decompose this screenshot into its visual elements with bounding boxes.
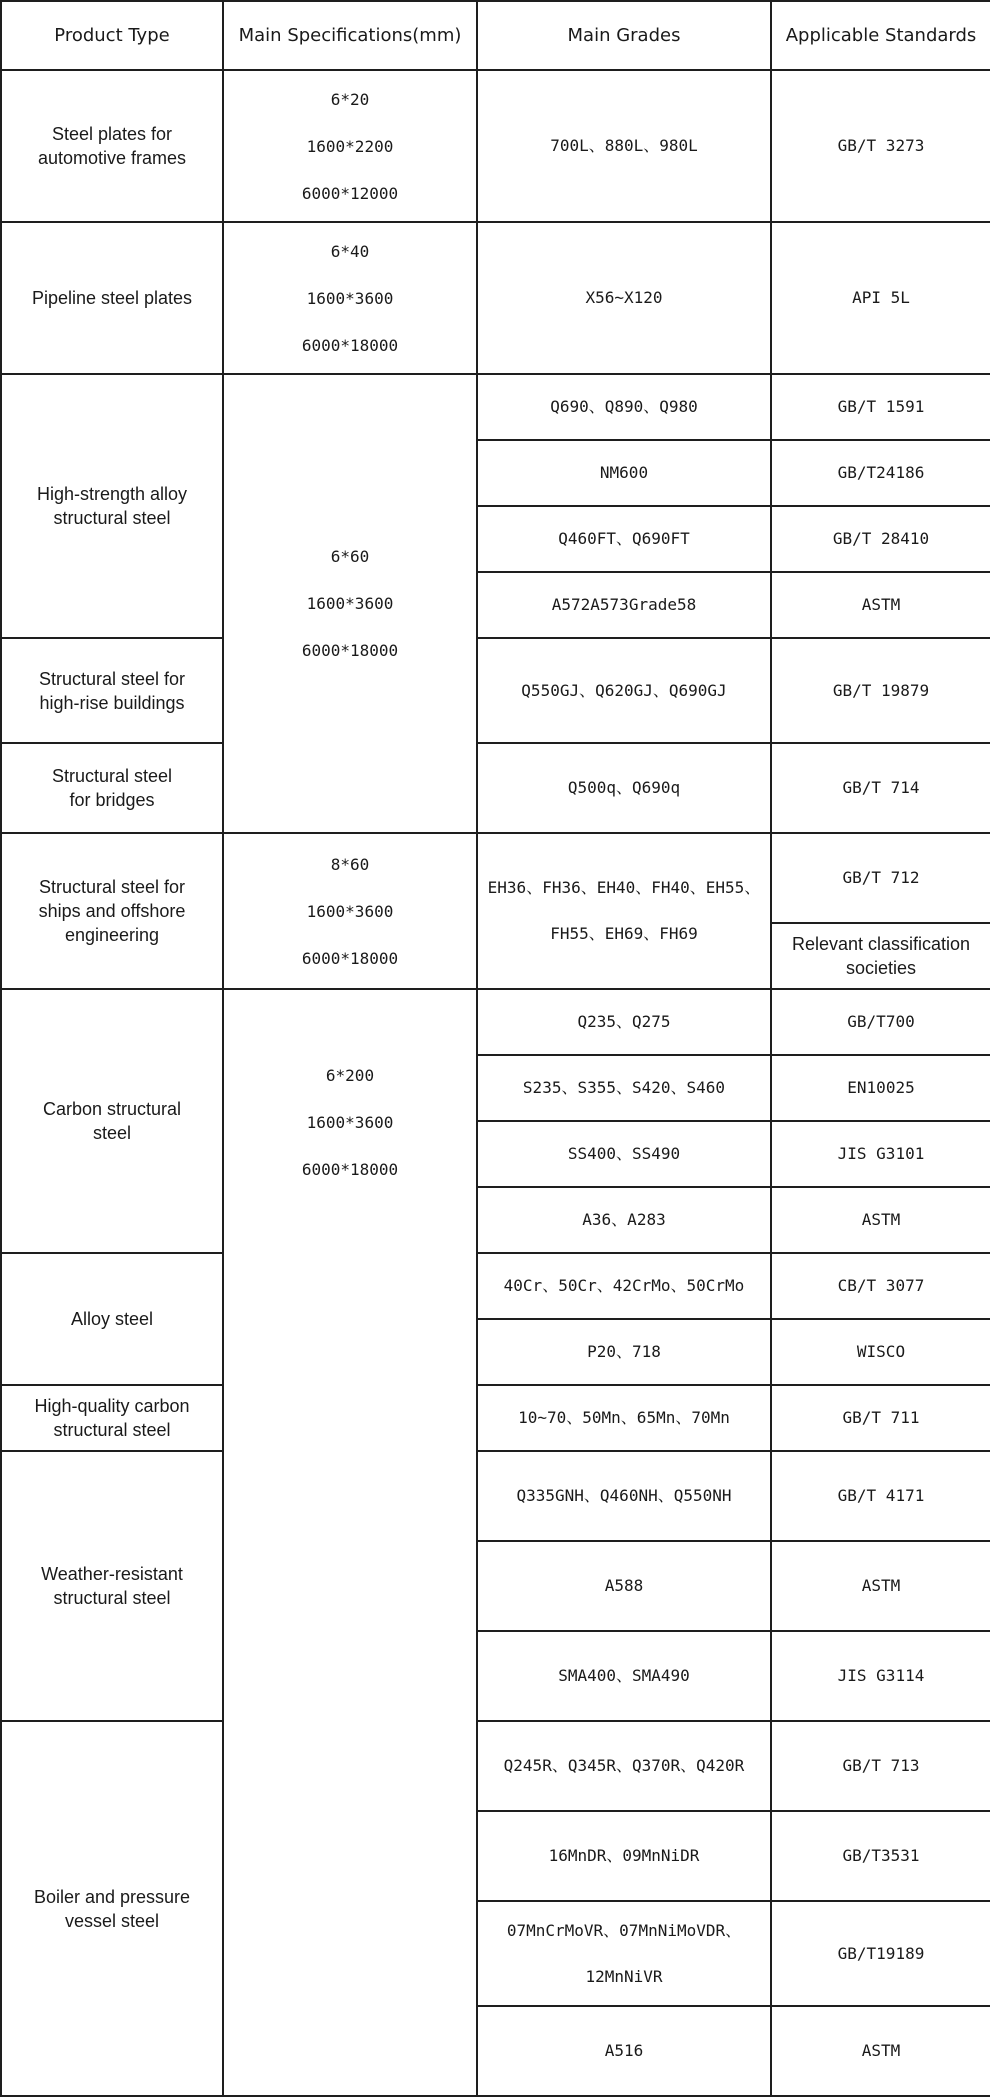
grades-cell: S235、S355、S420、S460 [477, 1055, 771, 1121]
standard-cell: ASTM [771, 572, 990, 638]
standard-cell: Relevant classification societies [771, 923, 990, 989]
spec-cell: 6*60 1600*3600 6000*18000 [223, 374, 477, 833]
standard-cell: GB/T700 [771, 989, 990, 1055]
standard-cell: CB/T 3077 [771, 1253, 990, 1319]
product-type-cell: Structural steel for high-rise buildings [1, 638, 223, 743]
table-row [1, 1253, 990, 1319]
table-row [1, 374, 990, 440]
header-row [1, 1, 990, 70]
standard-cell: GB/T 28410 [771, 506, 990, 572]
standard-cell: GB/T 4171 [771, 1451, 990, 1541]
table-row [1, 1721, 990, 1811]
grades-cell: Q500q、Q690q [477, 743, 771, 833]
grades-cell: Q690、Q890、Q980 [477, 374, 771, 440]
grades-cell: X56~X120 [477, 222, 771, 374]
product-type-cell: Pipeline steel plates [1, 222, 223, 374]
product-type-cell: Steel plates for automotive frames [1, 70, 223, 222]
standard-cell: GB/T 1591 [771, 374, 990, 440]
spec-cell: 6*20 1600*2200 6000*12000 [223, 70, 477, 222]
grades-cell: Q335GNH、Q460NH、Q550NH [477, 1451, 771, 1541]
spec-cell: 8*60 1600*3600 6000*18000 [223, 833, 477, 989]
standard-cell: GB/T3531 [771, 1811, 990, 1901]
grades-cell: 07MnCrMoVR、07MnNiMoVDR、 12MnNiVR [477, 1901, 771, 2006]
standard-cell: GB/T19189 [771, 1901, 990, 2006]
standard-cell: WISCO [771, 1319, 990, 1385]
standard-cell: EN10025 [771, 1055, 990, 1121]
standard-cell: GB/T 712 [771, 833, 990, 923]
standard-cell: JIS G3114 [771, 1631, 990, 1721]
standard-cell: GB/T24186 [771, 440, 990, 506]
grades-cell: 700L、880L、980L [477, 70, 771, 222]
grades-cell: A588 [477, 1541, 771, 1631]
grades-cell: 10~70、50Mn、65Mn、70Mn [477, 1385, 771, 1451]
product-type-cell: Carbon structural steel [1, 989, 223, 1253]
table-row [1, 222, 990, 374]
table-row [1, 1451, 990, 1541]
standard-cell: ASTM [771, 1187, 990, 1253]
standard-cell: API 5L [771, 222, 990, 374]
table-row [1, 1385, 990, 1451]
header-applicable-standards: Applicable Standards [771, 1, 990, 70]
header-main-specifications: Main Specifications(mm) [223, 1, 477, 70]
header-product-type: Product Type [1, 1, 223, 70]
grades-cell: P20、718 [477, 1319, 771, 1385]
product-type-cell: Weather-resistant structural steel [1, 1451, 223, 1721]
product-type-cell: Structural steel for bridges [1, 743, 223, 833]
table-row [1, 743, 990, 833]
product-type-cell: High-quality carbon structural steel [1, 1385, 223, 1451]
table-row [1, 638, 990, 743]
product-type-cell: Boiler and pressure vessel steel [1, 1721, 223, 2096]
table-row [1, 989, 990, 1055]
grades-cell: 40Cr、50Cr、42CrMo、50CrMo [477, 1253, 771, 1319]
standard-cell: GB/T 19879 [771, 638, 990, 743]
standard-cell: ASTM [771, 2006, 990, 2096]
table-row [1, 833, 990, 923]
grades-cell: NM600 [477, 440, 771, 506]
grades-cell: SMA400、SMA490 [477, 1631, 771, 1721]
grades-cell: Q235、Q275 [477, 989, 771, 1055]
spec-cell: 6*40 1600*3600 6000*18000 [223, 222, 477, 374]
grades-cell: Q550GJ、Q620GJ、Q690GJ [477, 638, 771, 743]
standard-cell: ASTM [771, 1541, 990, 1631]
standard-cell: GB/T 714 [771, 743, 990, 833]
product-type-cell: Alloy steel [1, 1253, 223, 1385]
header-main-grades: Main Grades [477, 1, 771, 70]
standard-cell: GB/T 711 [771, 1385, 990, 1451]
spec-cell: 6*200 1600*3600 6000*18000 [223, 989, 477, 2096]
grades-cell: Q460FT、Q690FT [477, 506, 771, 572]
product-type-cell: Structural steel for ships and offshore engineering [1, 833, 223, 989]
grades-cell: A516 [477, 2006, 771, 2096]
grades-cell: EH36、FH36、EH40、FH40、EH55、 FH55、EH69、FH69 [477, 833, 771, 989]
grades-cell: A572A573Grade58 [477, 572, 771, 638]
standard-cell: GB/T 713 [771, 1721, 990, 1811]
table-row [1, 70, 990, 222]
grades-cell: SS400、SS490 [477, 1121, 771, 1187]
standard-cell: JIS G3101 [771, 1121, 990, 1187]
standard-cell: GB/T 3273 [771, 70, 990, 222]
grades-cell: 16MnDR、09MnNiDR [477, 1811, 771, 1901]
product-type-cell: High-strength alloy structural steel [1, 374, 223, 638]
grades-cell: A36、A283 [477, 1187, 771, 1253]
grades-cell: Q245R、Q345R、Q370R、Q420R [477, 1721, 771, 1811]
